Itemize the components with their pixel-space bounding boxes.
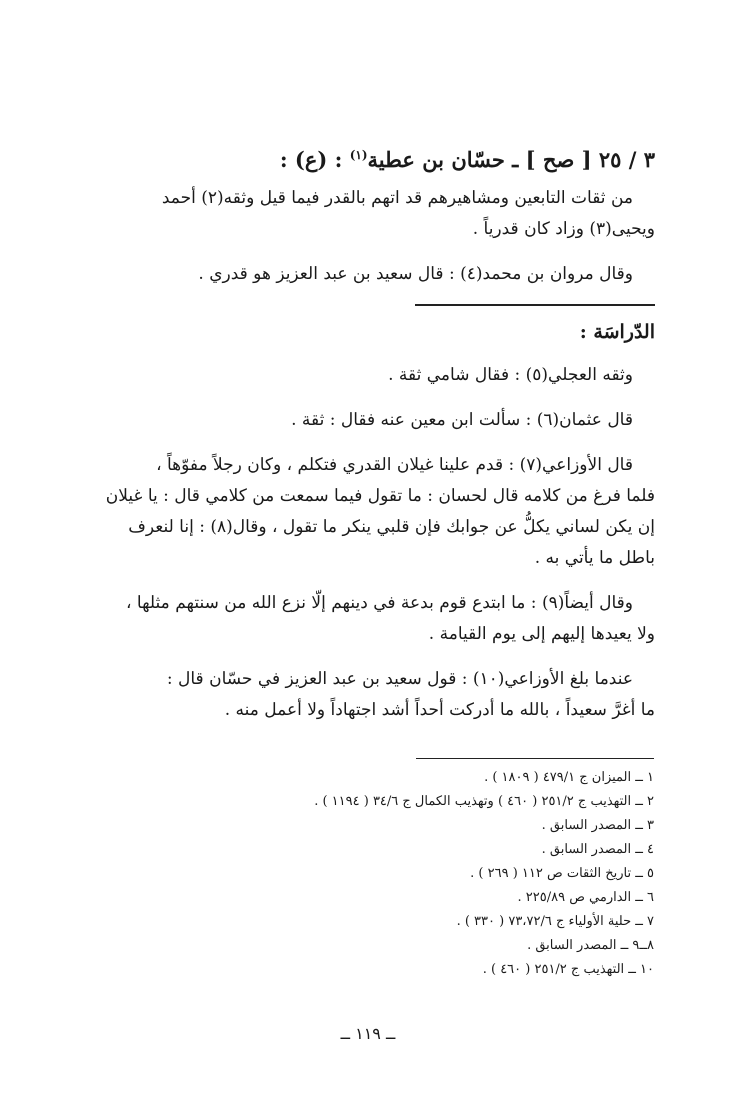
footnote-item: ٧ ــ حلية الأولياء ج ٧٣،٧٢/٦ ( ٣٣٠ ) .: [456, 914, 654, 929]
footnote-divider: [416, 758, 654, 759]
main-content: [95, 138, 655, 740]
footnote-item: ٥ ــ تاريخ الثقات ص ١١٢ ( ٢٦٩ ) .: [470, 866, 654, 881]
footnotes-list: [300, 766, 654, 982]
paragraph: [95, 259, 655, 290]
paragraph: [95, 183, 655, 245]
paragraph-line: فلما فرغ من كلامه قال لحسان : ما تقول فيما سمعت من كلامي قال : يا غيلان: [105, 486, 655, 506]
page-number: ــ ١١٩ ــ: [340, 1024, 396, 1043]
footnote-item: ٨ــ٩ ــ المصدر السابق .: [527, 938, 654, 953]
paragraph: [95, 450, 655, 574]
paragraph-line: من ثقات التابعين ومشاهيرهم قد اتهم بالقدر فيما قيل وثقه(٢) أحمد: [161, 188, 633, 208]
paragraph: [95, 360, 655, 391]
paragraph-line: قال عثمان(٦) : سألت ابن معين عنه فقال : ثقة .: [291, 410, 633, 430]
entry-grade: [ صح ]: [525, 147, 592, 172]
section-divider: [415, 304, 655, 306]
entry-heading: [95, 138, 655, 177]
paragraph-line: وقال مروان بن محمد(٤) : قال سعيد بن عبد العزيز هو قدري .: [198, 264, 633, 284]
narrator-name: ـ حسّان بن عطية: [367, 147, 519, 172]
footnote-item: ٢ ــ التهذيب ج ٢٥١/٢ ( ٤٦٠ ) وتهذيب الكمال ج ٣٤/٦ ( ١١٩٤ ) .: [314, 794, 654, 809]
paragraph-line: عندما بلغ الأوزاعي(١٠) : قول سعيد بن عبد العزيز في حسّان قال :: [166, 669, 633, 689]
footnote-item: ١ ــ الميزان ج ٤٧٩/١ ( ١٨٠٩ ) .: [484, 770, 654, 785]
footnote-item: ١٠ ــ التهذيب ج ٢٥١/٢ ( ٤٦٠ ) .: [482, 962, 654, 977]
main-paragraphs: [95, 183, 655, 290]
paragraph: [95, 588, 655, 650]
paragraph-line: قال الأوزاعي(٧) : قدم علينا غيلان القدري فتكلم ، وكان رجلاً مفوّهاً ،: [156, 455, 633, 475]
entry-number: ٣ / ٢٥: [598, 147, 655, 172]
paragraph-line: ما أغرَّ سعيداً ، بالله ما أدركت أحداً أشد اجتهاداً ولا أعمل منه .: [224, 700, 655, 720]
heading-tail: : (ع) :: [279, 147, 343, 172]
paragraph-line: باطل ما يأتي به .: [534, 548, 655, 568]
footnote-item: ٦ ــ الدارمي ص ٢٢٥/٨٩ .: [517, 890, 654, 905]
footnote-item: ٤ ــ المصدر السابق .: [541, 842, 654, 857]
paragraph-line: ولا يعيدها إليهم إلى يوم القيامة .: [428, 624, 655, 644]
paragraph-line: إن يكن لساني يكلُّ عن جوابك فإن قلبي ينكر ما تقول ، وقال(٨) : إنا لنعرف: [128, 517, 655, 537]
study-title: الدّراسَة :: [579, 321, 655, 343]
footnote-item: ٣ ــ المصدر السابق .: [541, 818, 654, 833]
paragraph: [95, 664, 655, 726]
study-paragraphs: [95, 360, 655, 726]
paragraph-line: وثقه العجلي(٥) : فقال شامي ثقة .: [388, 365, 633, 385]
footnote-ref: (١): [349, 148, 368, 162]
paragraph-line: وقال أيضاً(٩) : ما ابتدع قوم بدعة في دينهم إلّا نزع الله من سنتهم مثلها ،: [126, 593, 633, 613]
paragraph-line: ويحيى(٣) وزاد كان قدرياً .: [472, 219, 655, 239]
paragraph: [95, 405, 655, 436]
